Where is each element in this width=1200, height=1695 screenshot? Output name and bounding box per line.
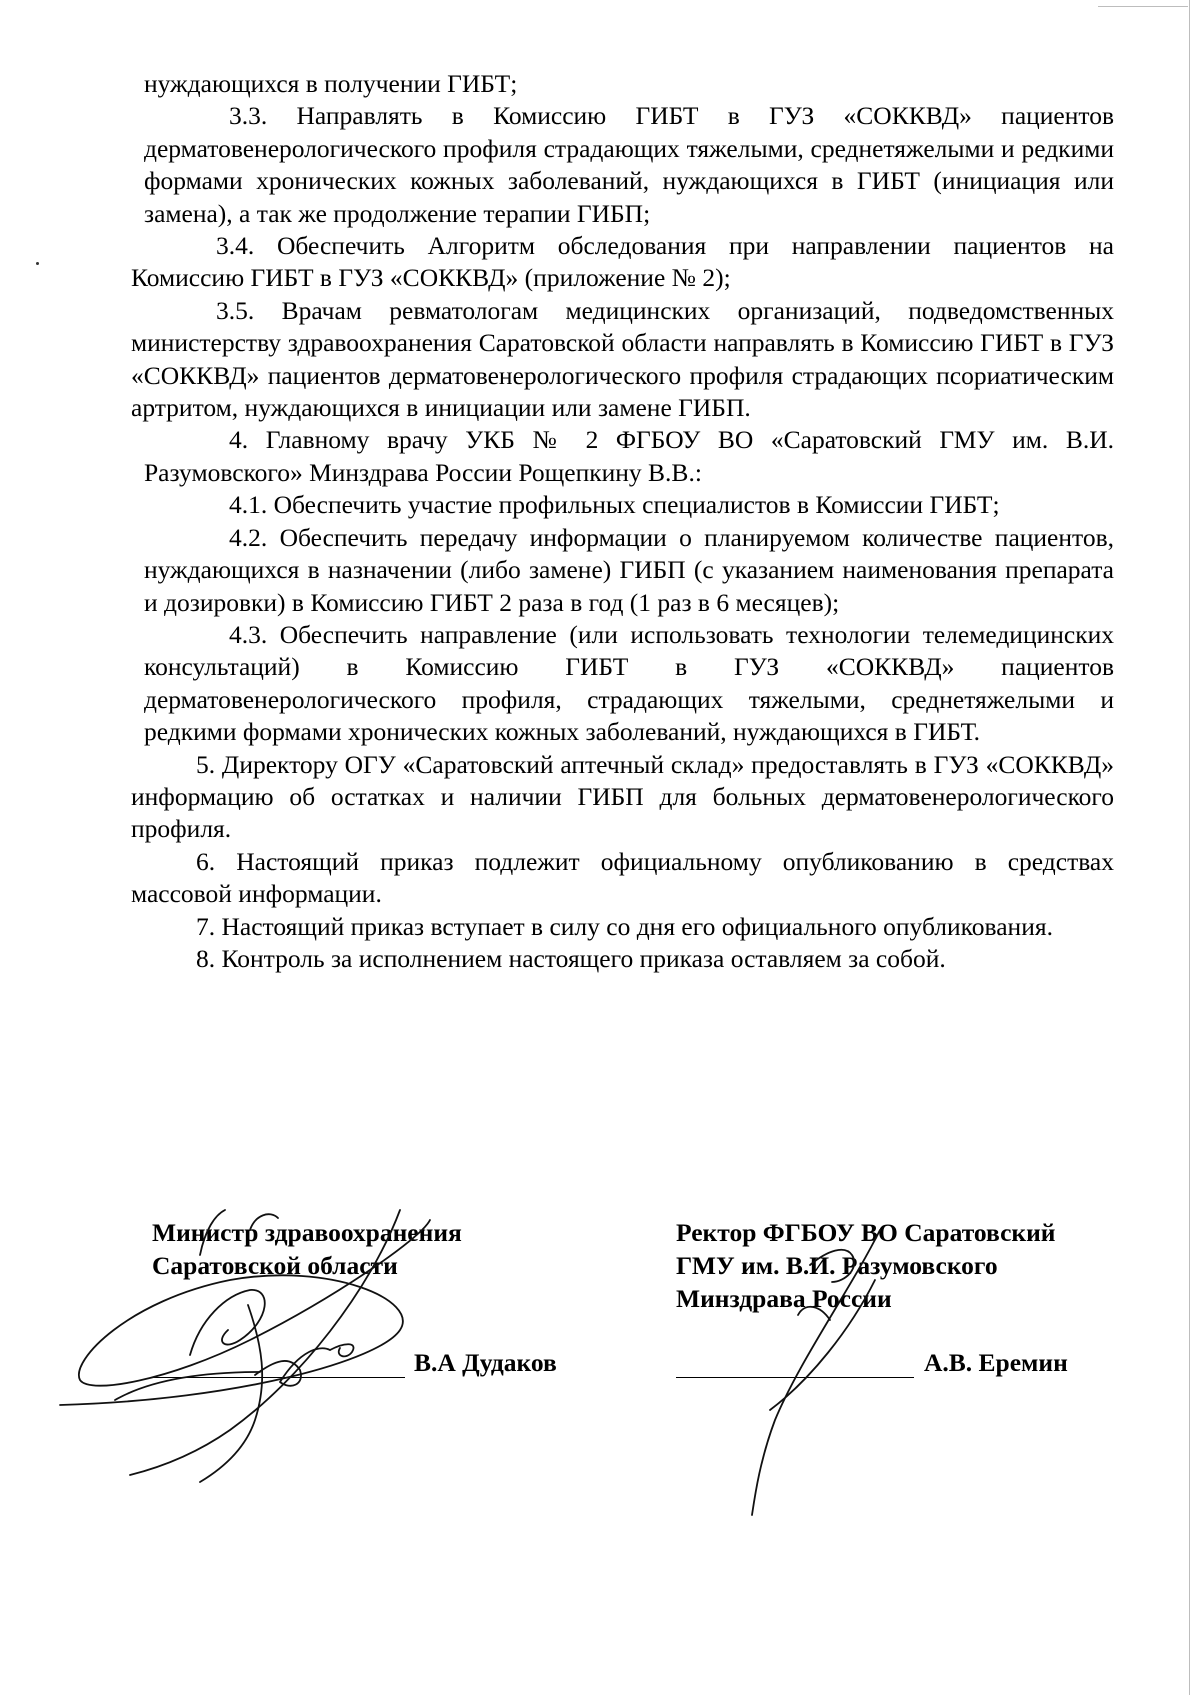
signature-block-rector (676, 1216, 1056, 1315)
paragraph-8: 8. Контроль за исполнением настоящего приказа оставляем за собой. (196, 943, 946, 973)
paragraph-6: 6. Настоящий приказ подлежит официальному опубликованию в средствах массовой информации. (131, 846, 1114, 909)
signature-stroke (200, 1305, 262, 1482)
paragraph-3-3: 3.3. Направлять в Комиссию ГИБТ в ГУЗ «СОККВД» пациентов дерматовенерологического профиля страдающих тяжелыми, среднетяжелыми и редкими формами хронических кожных заболеваний, нуждающихся в ГИБТ (инициация или замена), а так же продолжение терапии ГИБП; (144, 101, 1114, 228)
signature-stroke (255, 1348, 330, 1385)
paragraph-4: 4. Главному врачу УКБ № 2 ФГБОУ ВО «Саратовский ГМУ им. В.И. Разумовского» Минздрава России Рощепкину В.В.: (144, 425, 1114, 487)
signatory-ministry: Минздрава России (676, 1284, 892, 1313)
signatory-name-right: А.В. Еремин (924, 1348, 1068, 1377)
paragraph-4-1: 4.1. Обеспечить участие профильных специалистов в Комиссии ГИБТ; (229, 490, 1000, 520)
paragraph-4-2: 4.2. Обеспечить передачу информации о планируемом количестве пациентов, нуждающихся в назначении (либо замене) ГИБП (с указанием наименования препарата и дозировки) в Комиссию ГИБТ 2 раза в год (1 раз в 6 месяцев); (144, 522, 1114, 617)
paragraph-continuation: нуждающихся в получении ГИБТ; (144, 69, 518, 98)
signature-block-minister (152, 1216, 462, 1282)
signatory-region: Саратовской области (152, 1251, 398, 1280)
scan-speck (36, 262, 39, 265)
document-body (131, 68, 1114, 975)
signature-stroke (190, 1290, 265, 1355)
signatory-title: Ректор ФГБОУ ВО Саратовский (676, 1218, 1056, 1247)
page-edge-top (1098, 6, 1188, 7)
signatory-name-left: В.А Дудаков (414, 1348, 557, 1377)
paragraph-3-4: 3.4. Обеспечить Алгоритм обследования при направлении пациентов на Комиссию ГИБТ в ГУЗ «СОККВД» (приложение № 2); (131, 231, 1114, 293)
signatory-title: Министр здравоохранения (152, 1218, 462, 1247)
paragraph-7: 7. Настоящий приказ вступает в силу со дня его официального опубликования. (196, 911, 1053, 941)
paragraph-4-3: 4.3. Обеспечить направление (или использовать технологии телемедицинских консультаций) в Комиссию ГИБТ в ГУЗ «СОККВД» пациентов дерматовенерологического профиля, страдающих тяжелыми, среднетяжелыми и редкими формами хронических кожных заболеваний, нуждающихся в ГИБТ. (144, 619, 1114, 747)
paragraph-3-5: 3.5. Врачам ревматологам медицинских организаций, подведомственных министерству здравоохранения Саратовской области направлять в Комиссию ГИБТ в ГУЗ «СОККВД» пациентов дерматовенерологического профиля страдающих псориатическим артритом, нуждающихся в инициации или замене ГИБП. (131, 295, 1114, 423)
paragraph-5: 5. Директору ОГУ «Саратовский аптечный склад» предоставлять в ГУЗ «СОККВД» информацию об остатках и наличии ГИБП для больных дерматовенерологического профиля. (131, 749, 1114, 844)
signature-stroke (330, 1344, 353, 1356)
signatory-organisation: ГМУ им. В.И. Разумовского (676, 1251, 998, 1280)
page-edge (1189, 0, 1190, 1695)
signature-line-left (150, 1377, 405, 1378)
signature-line-right (676, 1377, 914, 1378)
